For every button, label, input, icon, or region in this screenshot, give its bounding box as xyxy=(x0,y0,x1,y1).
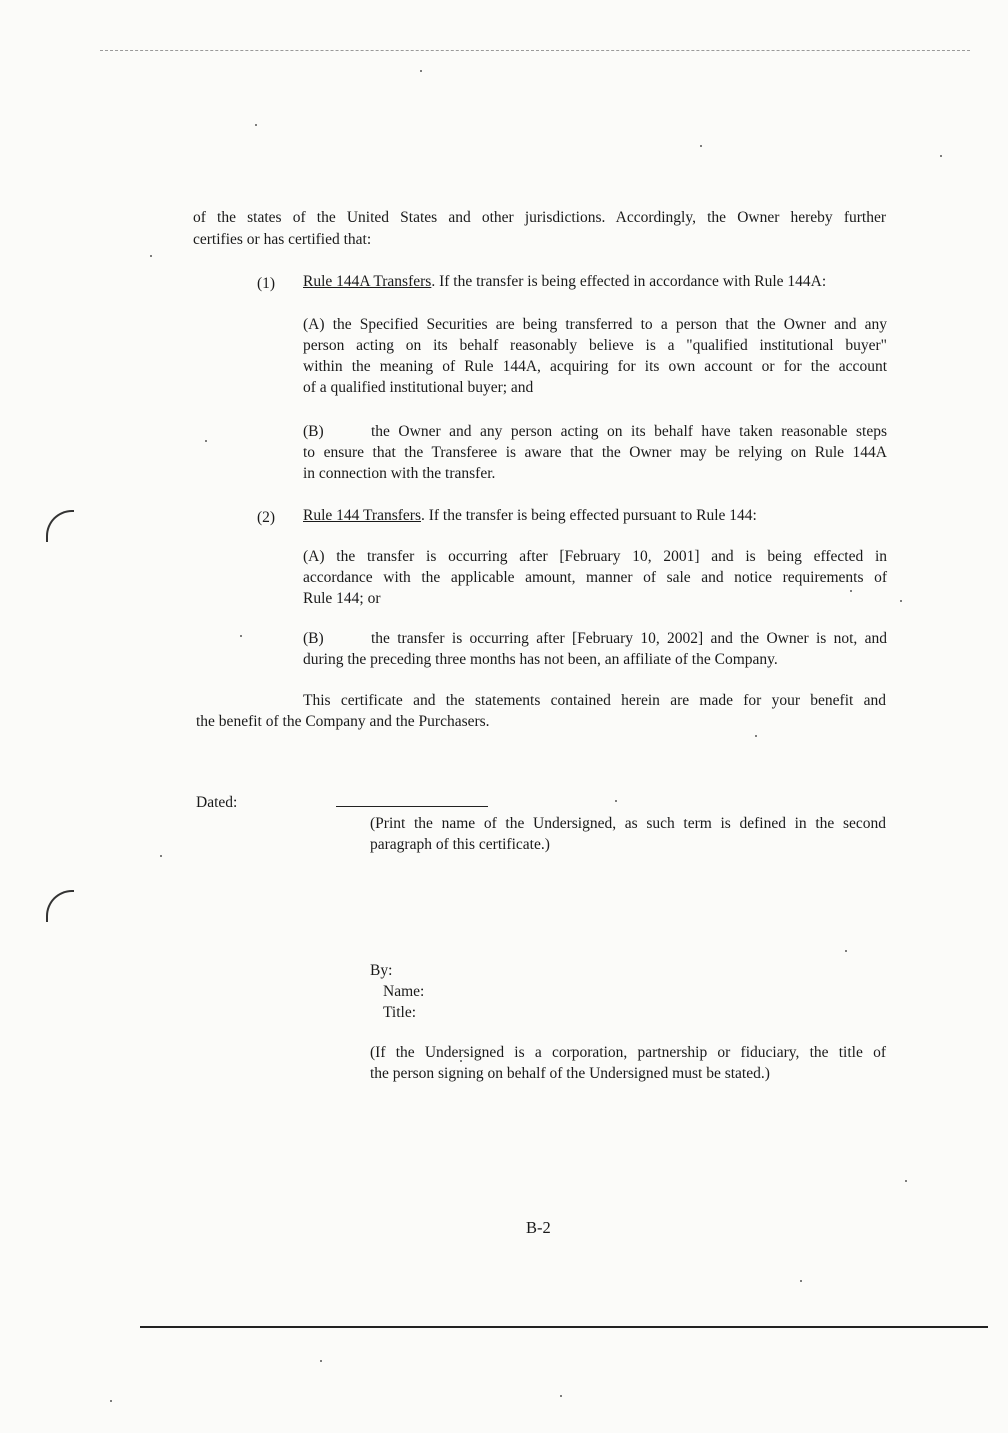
scan-speck xyxy=(110,1400,112,1402)
corp-note-line-2: the person signing on behalf of the Undersigned must be stated.) xyxy=(370,1065,770,1082)
section-1-b-line: in connection with the transfer. xyxy=(303,465,496,482)
section-1-a-line: (A) the Specified Securities are being transferred to a person that the Owner and any xyxy=(303,316,888,333)
corp-note-line-1: (If the Undersigned is a corporation, partnership or fiduciary, the title of xyxy=(370,1044,886,1061)
scan-speck xyxy=(240,635,242,637)
scan-speck xyxy=(800,1280,802,1282)
section-1-b-paragraph xyxy=(303,421,887,484)
print-note-line-2: paragraph of this certificate.) xyxy=(370,836,550,853)
section-1-heading-line xyxy=(303,271,893,292)
scan-hole-mark-top xyxy=(46,510,74,542)
section-2-a-line: (A) the transfer is occurring after [February 10, 2001] and is being effected in xyxy=(303,548,888,565)
section-2-b-line: (B) the transfer is occurring after [February 10, 2002] and the Owner is not, and xyxy=(303,630,887,647)
scan-artifact-top-line xyxy=(100,50,970,52)
section-1-a-paragraph xyxy=(303,314,887,398)
scan-hole-mark-bottom xyxy=(46,890,74,922)
scan-speck xyxy=(755,735,757,737)
section-1-a-line: within the meaning of Rule 144A, acquiring for its own account or for the account xyxy=(303,358,887,375)
scan-speck xyxy=(320,1360,322,1362)
section-2-a-line: accordance with the applicable amount, manner of sale and notice requirements of xyxy=(303,569,887,586)
section-1-text: . If the transfer is being effected in accordance with Rule 144A: xyxy=(431,273,827,290)
scan-speck xyxy=(255,124,257,126)
scan-artifact-bottom-line xyxy=(140,1326,988,1328)
scan-speck xyxy=(615,800,617,802)
section-2-number: (2) xyxy=(257,509,276,526)
closing-line-1: This certificate and the statements contained herein are made for your benefit and xyxy=(303,692,886,709)
section-1-a-label: (A) xyxy=(303,316,325,333)
name-label: Name: xyxy=(383,983,425,1000)
section-1-b-line: to ensure that the Transferee is aware that the Owner may be relying on Rule 144A xyxy=(303,444,887,461)
page-number: B-2 xyxy=(526,1218,551,1237)
print-note-line-1: (Print the name of the Undersigned, as such term is defined in the second xyxy=(370,815,886,832)
scan-speck xyxy=(905,1180,907,1182)
intro-line-1: of the states of the United States and other jurisdictions. Accordingly, the Owner hereby further xyxy=(193,209,886,226)
closing-line-2: the benefit of the Company and the Purchasers. xyxy=(196,713,490,730)
section-1-b-line: (B) the Owner and any person acting on its behalf have taken reasonable steps xyxy=(303,423,887,440)
scan-speck xyxy=(560,1395,562,1397)
scan-speck xyxy=(160,855,162,857)
name-signature-line xyxy=(336,806,488,807)
intro-line-2: certifies or has certified that: xyxy=(193,231,372,248)
title-label: Title: xyxy=(383,1004,417,1021)
section-2-a-line: Rule 144; or xyxy=(303,590,381,607)
scan-speck xyxy=(700,145,702,147)
section-2-b-line: during the preceding three months has not been, an affiliate of the Company. xyxy=(303,651,778,668)
section-2-text: . If the transfer is being effected pursuant to Rule 144: xyxy=(420,507,757,524)
section-1-a-line: of a qualified institutional buyer; and xyxy=(303,379,534,396)
scan-speck xyxy=(900,600,902,602)
section-2-b-label: (B) xyxy=(303,630,324,647)
scan-speck xyxy=(150,255,152,257)
section-1-a-line: person acting on its behalf reasonably believe is a "qualified institutional buyer" xyxy=(303,337,887,354)
section-2-heading-line xyxy=(303,505,893,526)
section-2-a-label: (A) xyxy=(303,548,325,565)
scan-speck xyxy=(940,155,942,157)
scan-speck xyxy=(205,440,207,442)
dated-label: Dated: xyxy=(196,794,238,811)
section-2-b-paragraph xyxy=(303,628,887,670)
section-1-b-label: (B) xyxy=(303,423,324,440)
section-1-number: (1) xyxy=(257,275,276,292)
scan-speck xyxy=(845,950,847,952)
section-2-a-paragraph xyxy=(303,546,887,609)
section-1-heading: Rule 144A Transfers xyxy=(303,273,432,290)
scan-speck xyxy=(420,70,422,72)
by-label: By: xyxy=(370,962,393,979)
section-2-heading: Rule 144 Transfers xyxy=(303,507,421,524)
